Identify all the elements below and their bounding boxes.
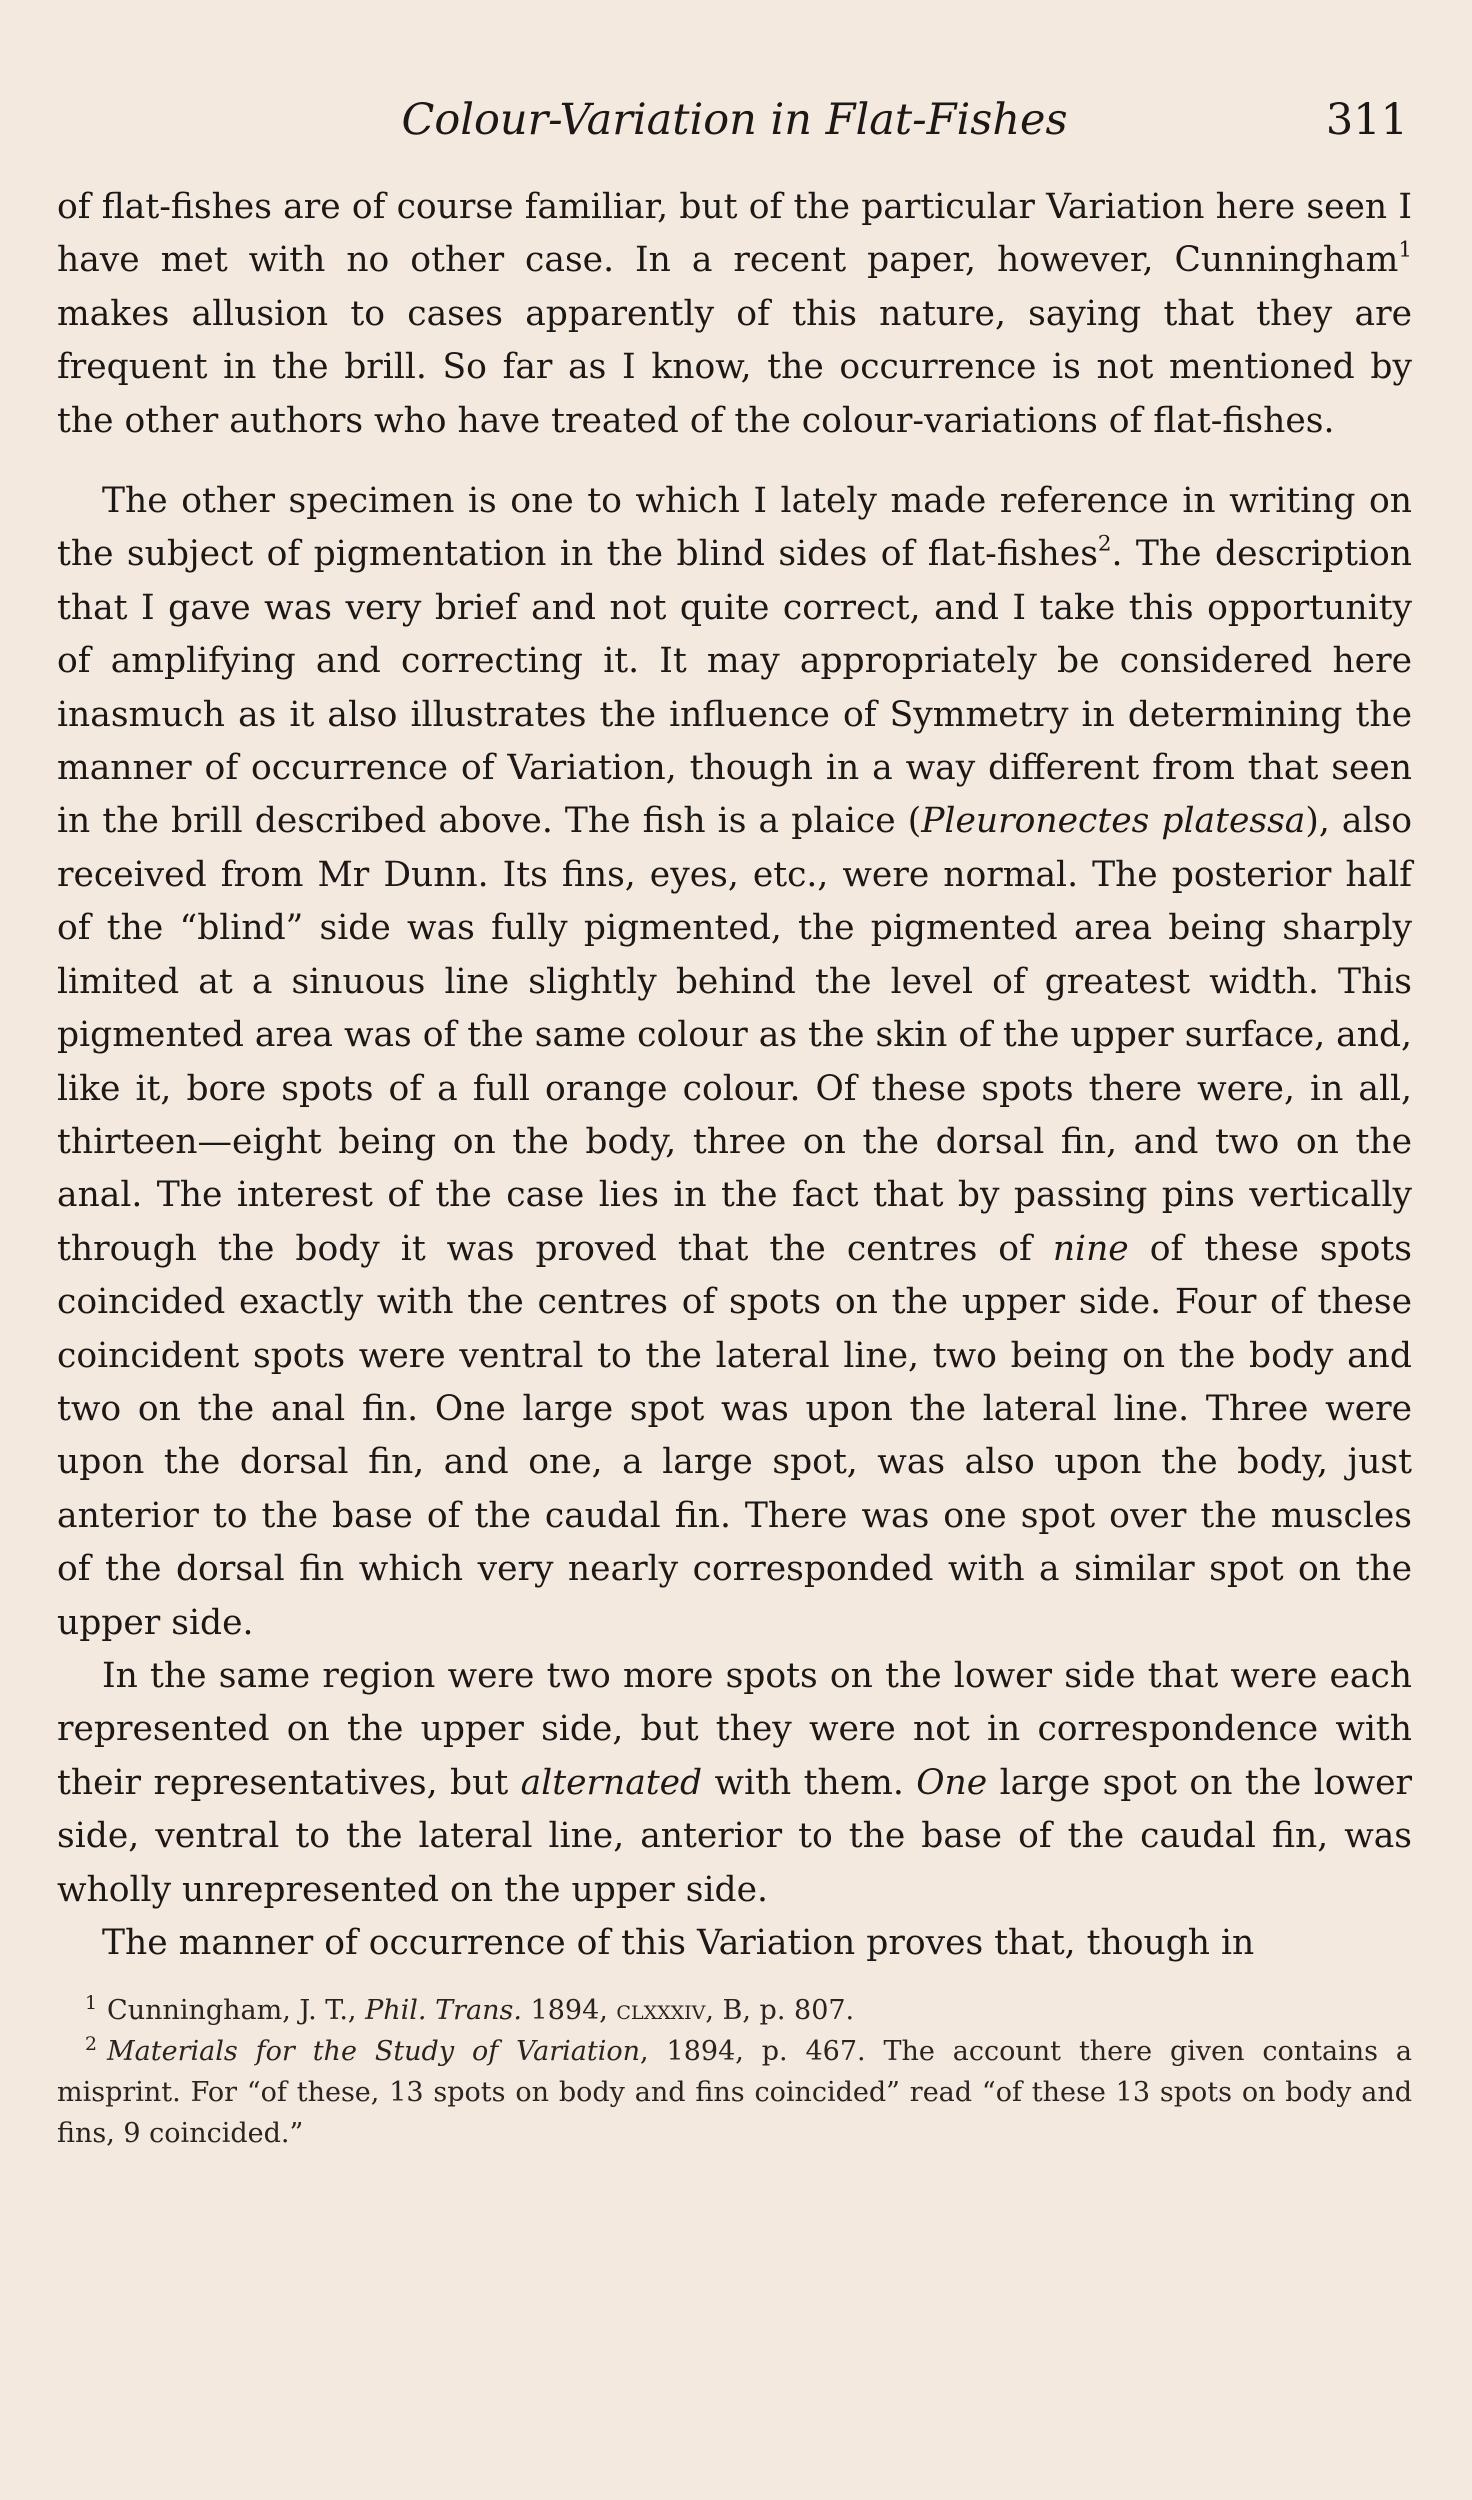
emphasis-one: One [916,1762,988,1803]
footnote-ref-1: 1 [1398,237,1412,263]
footnotes [57,1990,1412,2154]
paragraph-text: ), also received from Mr Dunn. Its fins, eyes, etc., were normal. The posterior half of the “blind” side was fully pigmented, the pigmented area being sharply limited at a sinuous line slightly behind the level of greatest width. This pigmented area was of the same colour as the skin of the upper surface, and, like it, bore spots of a full orange colour. Of these spots there were, in all, thirteen—eight being on the body, three on the dorsal fin, and two on the anal. The interest of the case lies in the fact that by passing pins vertically through the body it was proved that the centres of [57,801,1412,1269]
paragraph-text: of flat-fishes are of course familiar, but of the particular Variation here seen I have met with no other case. In a recent paper, however, Cunningham [57,187,1412,281]
paragraph-text: In the same region were two more spots on the lower side that were each represented on the upper side, but they were not in correspondence with their representatives, but [57,1655,1412,1803]
paragraph-text: The manner of occurrence of this Variation proves that, though in [102,1923,1255,1963]
paragraph-text: makes allusion to cases apparently of this nature, saying that they are frequent in the brill. So far as I know, the occurrence is not mentioned by the other authors who have treated of the colour-variations of flat-fishes. [57,293,1412,441]
paragraph-same-region [57,1650,1412,1917]
running-head [57,95,1412,155]
paragraph-manner [57,1917,1412,1970]
footnote-1 [57,1990,1412,2031]
footnote-text: Cunningham, J. T., [107,1995,366,2027]
footnote-marker: 2 [85,2033,98,2056]
paragraph-specimen [57,475,1412,1650]
journal-title: Phil. Trans. [365,1995,522,2027]
volume-number: clxxxiv [616,1995,706,2027]
paragraph-text: of these spots coincided exactly with the centres of spots on the upper side. Four of these coincident spots were ventral to the lateral line, two being on the body and two on the anal fin. One large spot was upon the lateral line. Three were upon the dorsal fin, and one, a large spot, was also upon the body, just anterior to the base of the caudal fin. There was one spot over the muscles of the dorsal fin which very nearly corresponded with a similar spot on the upper side. [57,1228,1412,1643]
emphasis-alternated: alternated [520,1762,703,1803]
species-name: Pleuronectes platessa [921,801,1306,842]
paragraph-text: large spot on the lower side, ventral to the lateral line, anterior to the base of the caudal fin, was wholly unrepresented on the upper side. [57,1762,1413,1910]
footnote-text: , B, p. 807. [705,1995,855,2027]
page-number: 311 [1325,95,1408,145]
footnote-2 [57,2031,1412,2154]
footnote-marker: 1 [85,1992,98,2015]
running-title: Colour-Variation in Flat-Fishes [401,95,1068,145]
footnote-text: , 1894, p. 467. The account there given contains a misprint. For “of these, 13 spots on body and fins coincided” read “of these 13 spots on body and fins, 9 coincided.” [57,2036,1412,2150]
body-text [57,181,1412,1970]
paragraph-text: with them. [702,1762,917,1803]
book-title: Materials for the Study of Variation [107,2036,641,2068]
paragraph-continued [57,181,1412,448]
footnote-ref-2: 2 [1097,531,1112,557]
footnote-text: 1894, [521,1995,617,2027]
paragraph-text: The other specimen is one to which I lately made reference in writing on the subject of pigmentation in the blind sides of flat-fishes [57,481,1412,575]
paragraph-text: . The description that I gave was very brief and not quite correct, and I take this opportunity of amplifying and correcting it. It may appropriately be considered here inasmuch as it also illustrates the influence of Symmetry in determining the manner of occurrence of Variation, though in a way different from that seen in the brill described above. The fish is a plaice ( [57,534,1413,842]
emphasis-nine: nine [1052,1228,1129,1269]
